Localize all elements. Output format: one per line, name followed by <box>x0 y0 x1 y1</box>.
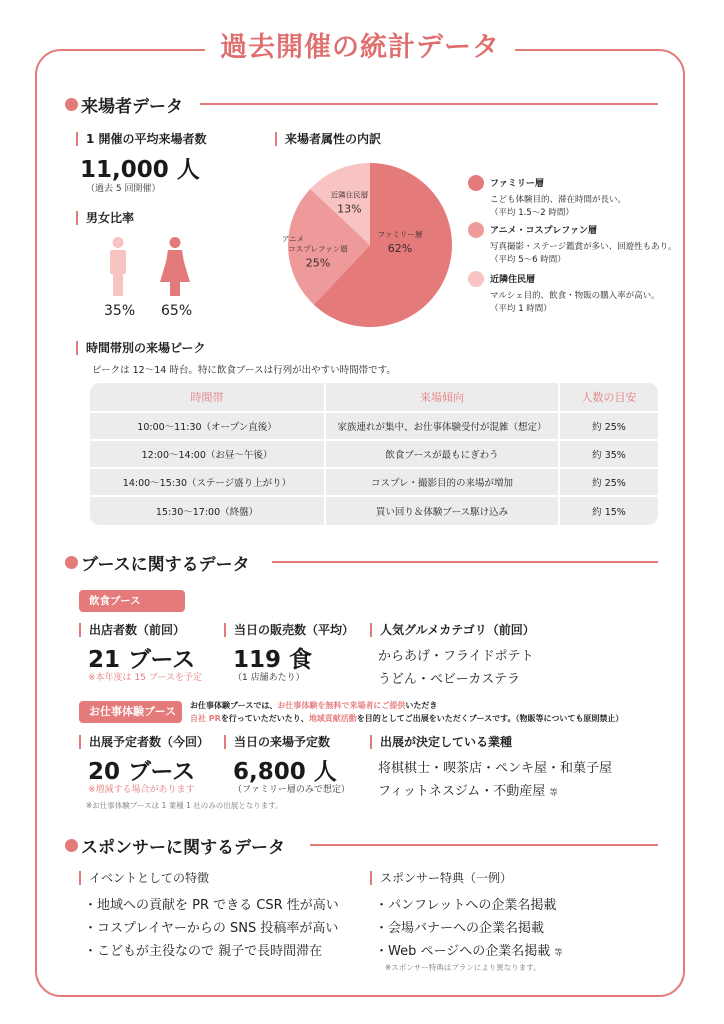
breakdown-label: 来場者属性の内訳 <box>275 132 381 146</box>
visitor-pie-chart <box>281 160 455 330</box>
expected-visitors-value: 6,800 人 <box>233 759 337 785</box>
legend-desc <box>490 290 660 316</box>
table-cell: 約 25% <box>558 413 658 439</box>
peak-label: 時間帯別の来場ピーク <box>76 341 206 355</box>
job-booth-pill: お仕事体験ブース <box>79 701 182 723</box>
table-cell: 家族連れが集中、お仕事体験受付が混雑（想定） <box>324 413 558 439</box>
legend-local-swatch-icon <box>468 271 484 287</box>
avg-visitors-label: 1 開催の平均来場者数 <box>76 132 207 146</box>
expected-visitors-note: （ファミリー層のみで想定） <box>233 785 350 795</box>
categories-label: 人気グルメカテゴリ（前回） <box>370 623 535 637</box>
categories-line: からあげ・フライドポテト <box>378 649 534 664</box>
desc-highlight: お仕事体験を無料で来場者にご提供 <box>277 701 406 710</box>
table-cell: コスプレ・撮影目的の来場が増加 <box>324 469 558 495</box>
categories-line: うどん・ベビーカステラ <box>378 672 520 687</box>
table-row <box>90 441 658 467</box>
section-heading-sponsors <box>65 833 285 857</box>
table-cell: 約 15% <box>558 497 658 525</box>
sales-label: 当日の販売数（平均） <box>224 623 354 637</box>
benefit-item: ・会場バナーへの企業名掲載 <box>375 921 545 936</box>
stores-label: 出店者数（前回） <box>79 623 185 637</box>
stores-value: 21 ブース <box>88 647 196 673</box>
benefit-suffix: 等 <box>554 948 563 957</box>
peak-table <box>90 383 658 525</box>
planned-label: 出展予定者数（今回） <box>79 735 209 749</box>
industries-line: 将棋棋士・喫茶店・ペンキ屋・和菓子屋 <box>378 761 613 776</box>
desc-text: を目的としてご出展をいただくブースです。（物販等についても原則禁止） <box>356 714 624 723</box>
table-cell: 買い回り＆体験ブース駆け込み <box>324 497 558 525</box>
section-title: ブースに関するデータ <box>81 554 250 575</box>
table-row <box>90 497 658 525</box>
legend-anime-swatch-icon <box>468 222 484 238</box>
section-heading-visitors <box>65 92 183 116</box>
male-person-icon <box>110 237 126 296</box>
planned-value: 20 ブース <box>88 759 196 785</box>
section-title: 来場者データ <box>81 96 183 117</box>
feature-item: ・地域への貢献を PR できる CSR 性が高い <box>84 898 339 913</box>
page-title: 過去開催の統計データ <box>205 27 515 69</box>
industries-line <box>378 780 557 799</box>
legend-desc-line: 写真撮影・ステージ鑑賞が多い、回遊性もあり。 <box>490 242 677 252</box>
pie-label-name: 近隣住民層 <box>330 190 369 200</box>
legend-desc <box>490 241 677 267</box>
desc-text: いただき <box>405 701 438 710</box>
industries-suffix: 等 <box>549 788 558 797</box>
table-cell: 飲食ブースが最もにぎわう <box>324 441 558 467</box>
desc-text: を行っていただいたり、 <box>220 714 309 723</box>
job-booth-footnote: ※お仕事体験ブースは 1 業種 1 社のみの出展となります。 <box>86 801 283 810</box>
table-header-row <box>90 383 658 411</box>
sales-value: 119 食 <box>233 647 313 673</box>
feature-item: ・コスプレイヤーからの SNS 投稿率が高い <box>84 921 339 936</box>
section-divider <box>310 844 658 846</box>
industries-text: フィットネスジム・不動産屋 <box>378 784 546 799</box>
gender-ratio-label: 男女比率 <box>76 211 134 225</box>
expected-visitors-label: 当日の来場予定数 <box>224 735 330 749</box>
job-booth-description <box>190 699 623 725</box>
female-percent: 65% <box>161 303 193 319</box>
gender-figures <box>100 236 190 298</box>
table-cell: 12:00〜14:00（お昼〜午後） <box>141 450 273 461</box>
benefit-text: ・Web ページへの企業名掲載 <box>375 944 551 959</box>
section-divider <box>272 561 658 563</box>
legend-family-swatch-icon <box>468 175 484 191</box>
avg-visitors-note: （過去 5 回開催） <box>86 184 161 194</box>
avg-visitors-value: 11,000 人 <box>80 157 200 183</box>
column-header: 来場傾向 <box>324 383 558 411</box>
bullet-dot-icon <box>65 98 78 111</box>
food-booth-pill: 飲食ブース <box>79 590 185 612</box>
features-label: イベントとしての特徴 <box>79 871 209 885</box>
section-title: スポンサーに関するデータ <box>81 837 285 858</box>
legend-title: ファミリー層 <box>490 179 544 189</box>
bullet-dot-icon <box>65 556 78 569</box>
table-row <box>90 413 658 439</box>
section-divider <box>200 103 658 105</box>
feature-item: ・こどもが主役なので 親子で長時間滞在 <box>84 944 323 959</box>
pie-label-name: コスプレファン層 <box>288 244 348 254</box>
desc-text: お仕事体験ブースでは、 <box>190 701 278 710</box>
benefit-item <box>375 940 562 959</box>
section-heading-booths <box>65 550 250 574</box>
desc-highlight: 地域貢献活動 <box>308 714 357 723</box>
legend-title: 近隣住民層 <box>490 275 536 285</box>
legend-desc <box>490 194 626 220</box>
stores-note: ※本年度は 15 ブースを予定 <box>88 673 202 683</box>
table-cell: 約 25% <box>558 469 658 495</box>
pie-label-percent: 25% <box>305 256 331 270</box>
female-person-icon <box>160 237 190 296</box>
benefit-item: ・パンフレットへの企業名掲載 <box>375 898 557 913</box>
legend-desc-line: （平均 1 時間） <box>490 304 552 314</box>
planned-note: ※増減する場合があります <box>88 785 195 795</box>
male-percent: 35% <box>104 303 136 319</box>
pie-label-percent: 13% <box>337 202 362 216</box>
table-cell: 14:00〜15:30（ステージ盛り上がり） <box>122 478 292 489</box>
pie-label-percent: 62% <box>387 242 413 255</box>
peak-note: ピークは 12〜14 時台。特に飲食ブースは行列が出やすい時間帯です。 <box>92 365 396 376</box>
table-cell: 15:30〜17:00（終盤） <box>155 507 259 518</box>
legend-title: アニメ・コスプレファン層 <box>490 226 598 236</box>
pie-label-name: アニメ <box>281 234 305 244</box>
legend-desc-line: こども体験目的、滞在時間が長い。 <box>490 195 627 205</box>
column-header: 人数の目安 <box>558 383 658 411</box>
industries-label: 出展が決定している業種 <box>370 735 512 749</box>
table-cell: 10:00〜11:30（オープン直後） <box>137 422 277 433</box>
benefits-label: スポンサー特典（一例） <box>370 871 512 885</box>
column-header: 時間帯 <box>190 391 224 404</box>
pie-label-name: ファミリー層 <box>377 230 423 239</box>
benefits-note: ※スポンサー特典はプランにより異なります。 <box>385 963 541 972</box>
legend-desc-line: （平均 5〜6 時間） <box>490 255 566 265</box>
table-cell: 約 35% <box>558 441 658 467</box>
sales-note: （1 店舗あたり） <box>233 673 305 683</box>
table-row <box>90 469 658 495</box>
legend-desc-line: マルシェ目的、飲食・物販の購入率が高い。 <box>490 291 660 301</box>
desc-highlight: 自社 PR <box>190 714 221 723</box>
legend-desc-line: （平均 1.5〜2 時間） <box>490 208 574 218</box>
bullet-dot-icon <box>65 839 78 852</box>
